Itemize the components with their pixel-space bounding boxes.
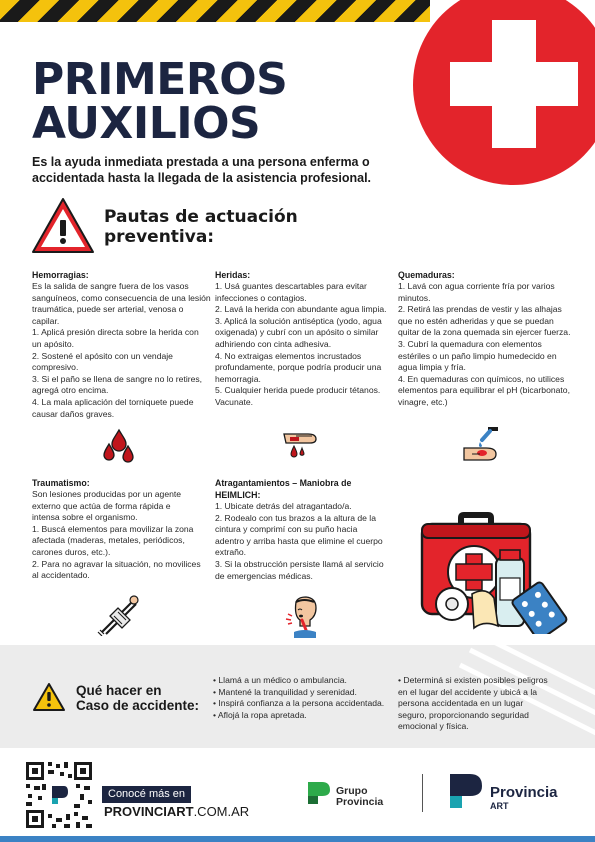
atragantamientos-line: extraño.	[215, 547, 247, 558]
traumatismo-line: al accidentado.	[32, 570, 90, 581]
hemorragias-line: un apósito.	[32, 338, 75, 349]
hemorragias-title: Hemorragias:	[32, 270, 89, 280]
accident-title-line-1: Qué hacer en	[76, 683, 162, 698]
traumatismo-line: intensa sobre el organismo.	[32, 512, 138, 523]
hemorragias-line: 4. La mala aplicación del torniquete puede	[32, 396, 194, 407]
heridas-line: 4. No extraigas elementos incrustados	[215, 350, 362, 361]
heridas-line: Vacunate.	[215, 396, 254, 407]
traumatismo-line: 1. Buscá elementos para movilizar la zona	[32, 523, 194, 534]
traumatismo-line: Son lesiones producidas por un agente	[32, 489, 182, 499]
quemaduras-line: 3. Cubrí la quemadura con elementos	[398, 338, 542, 349]
hemorragias-line: Es la salida de sangre fuera de los vasos	[32, 281, 189, 291]
divider	[422, 774, 423, 812]
traumatismo-line: carones duros, etc.).	[32, 546, 111, 557]
quemaduras-line: agua limpia y fría.	[398, 362, 466, 373]
provincia-name: Provincia	[490, 784, 558, 801]
hemorragias-block	[32, 269, 212, 420]
hemorragias-line: traumática, puede ser arterial, venosa o capilar.	[32, 304, 184, 326]
warning-icon	[32, 682, 66, 712]
atragantamientos-line: de emergencias médicas.	[215, 570, 313, 581]
traumatismo-line: externo que actúa de forma rápida e	[32, 500, 171, 511]
list-item: seguro, proporcionando seguridad	[398, 709, 529, 720]
heridas-line: hemorragia.	[215, 373, 261, 384]
quemaduras-line: elementos para equilibrar el pH (bicarbonato,	[398, 385, 570, 396]
list-item: • Mantené la tranquilidad y serenidad.	[213, 686, 357, 697]
title-line-2: AUXILIOS	[32, 98, 261, 149]
heridas-line: 3. Aplicá la solución antiséptica (yodo, agua	[215, 315, 382, 326]
heridas-line: 5. Cualquier herida puede producir tétanos.	[215, 385, 381, 396]
hemorragias-line: 2. Sostené el apósito con un vendaje compresivo.	[32, 350, 173, 373]
choking-person-icon	[284, 596, 324, 643]
list-item: • Determiná si existen posibles peligros	[398, 675, 548, 685]
provincia-art-logo	[448, 772, 484, 815]
heridas-line: 2. Lavá la herida con abundante agua limpia.	[215, 304, 387, 315]
quemaduras-title: Quemaduras:	[398, 270, 455, 280]
broken-arm-icon	[96, 594, 140, 641]
grupo-line-1: Grupo	[336, 785, 368, 797]
list-item: • Inspirá confianza a la persona accidentada.	[213, 698, 385, 709]
warning-icon	[30, 196, 96, 256]
atragantamientos-line: 3. Si la obstrucción persiste llamá al servicio	[215, 558, 384, 569]
blood-drops-icon	[102, 428, 136, 469]
section-title	[104, 207, 298, 247]
quemaduras-line: 1. Lavá con agua corriente fría por varios minutos.	[398, 281, 555, 303]
grupo-line-2: Provincia	[336, 796, 384, 808]
quemaduras-block	[398, 269, 588, 409]
hemorragias-line: 3. Si el paño se llena de sangre no lo retires,	[32, 373, 203, 384]
provincia-sub: ART	[490, 801, 509, 811]
atragantamientos-title: HEIMLICH:	[215, 490, 261, 500]
list-item: • Llamá a un médico o ambulancia.	[213, 675, 347, 685]
heridas-line: adhiriendo con cinta adhesiva.	[215, 338, 332, 349]
heridas-line: profundamente, porque podría producir una	[215, 362, 382, 373]
list-item: persona accidentada en un lugar	[398, 698, 524, 709]
hemorragias-line: causar daños graves.	[32, 408, 115, 419]
provincia-art-text	[490, 785, 558, 811]
conoce-label: Conocé más en	[102, 786, 191, 803]
bottom-bar	[0, 836, 595, 842]
atragantamientos-line: 2. Rodealo con tus brazos a la altura de la	[215, 512, 376, 523]
section-title-line-1: Pautas de actuación	[104, 207, 298, 227]
hemorragias-line: agregá otro encima.	[32, 385, 109, 396]
atragantamientos-block	[215, 477, 395, 582]
quemaduras-line: 4. En quemaduras con químicos, no utilices	[398, 373, 565, 384]
first-aid-cross-icon	[408, 0, 595, 190]
heridas-line: infecciones o contagios.	[215, 292, 307, 303]
grupo-provincia-text	[336, 786, 383, 808]
quemaduras-line: que no estén adheridas y que se puedan	[398, 315, 554, 326]
burn-hand-icon	[462, 424, 502, 469]
list-item: emocional y física.	[398, 721, 469, 732]
heridas-block	[215, 269, 395, 409]
quemaduras-line: quitar de la zona quemada sin ejercer fuerza.	[398, 327, 571, 338]
atragantamientos-title: Atragantamientos – Maniobra de	[215, 478, 352, 488]
traumatismo-title: Traumatismo:	[32, 478, 90, 488]
url-light: .COM.AR	[193, 804, 250, 819]
quemaduras-line: estériles o un paño limpio humedecido en	[398, 350, 557, 361]
traumatismo-line: afectada (maderas, metales, periódicos,	[32, 535, 185, 546]
atragantamientos-line: cintura y comprimí con su puño hacia	[215, 524, 358, 535]
quemaduras-line: vinagre, etc.)	[398, 396, 448, 407]
heridas-line: oxigenada) y cubrí con un apósito o similar	[215, 327, 379, 338]
grupo-provincia-logo	[306, 780, 332, 811]
accident-title	[76, 683, 199, 713]
hemorragias-line: sanguíneos, como consecuencia de una lesión	[32, 292, 211, 303]
accident-list-2	[398, 675, 578, 733]
list-item: en el lugar del accidente y ubicá a la	[398, 686, 538, 697]
quemaduras-line: 2. Retirá las prendas de vestir y las alhajas	[398, 304, 562, 315]
first-aid-kit-icon	[418, 510, 568, 639]
traumatismo-block	[32, 477, 212, 582]
list-item: • Aflojá la ropa apretada.	[213, 709, 307, 720]
atragantamientos-line: adentro y arriba hasta que elimine el cuerpo	[215, 535, 383, 546]
page-title	[32, 54, 288, 149]
bleeding-hand-icon	[282, 428, 320, 469]
traumatismo-line: 2. Para no agravar la situación, no movilices	[32, 558, 201, 569]
website-link[interactable]	[104, 804, 249, 819]
hazard-stripes	[0, 0, 430, 22]
page-subtitle: Es la ayuda inmediata prestada a una persona enferma o accidentada hasta la llegada de la asistencia profesional.	[32, 155, 372, 185]
qr-code[interactable]	[24, 760, 94, 830]
atragantamientos-line: 1. Ubicate detrás del atragantado/a.	[215, 501, 352, 511]
section-title-line-2: preventiva:	[104, 227, 215, 247]
title-line-1: PRIMEROS	[32, 54, 288, 105]
accident-title-line-2: Caso de accidente:	[76, 698, 200, 713]
url-bold: PROVINCIART	[104, 804, 194, 819]
hemorragias-line: 1. Aplicá presión directa sobre la herida con	[32, 327, 199, 338]
heridas-title: Heridas:	[215, 270, 251, 280]
accident-list-1	[213, 675, 393, 721]
heridas-line: 1. Usá guantes descartables para evitar	[215, 281, 367, 291]
